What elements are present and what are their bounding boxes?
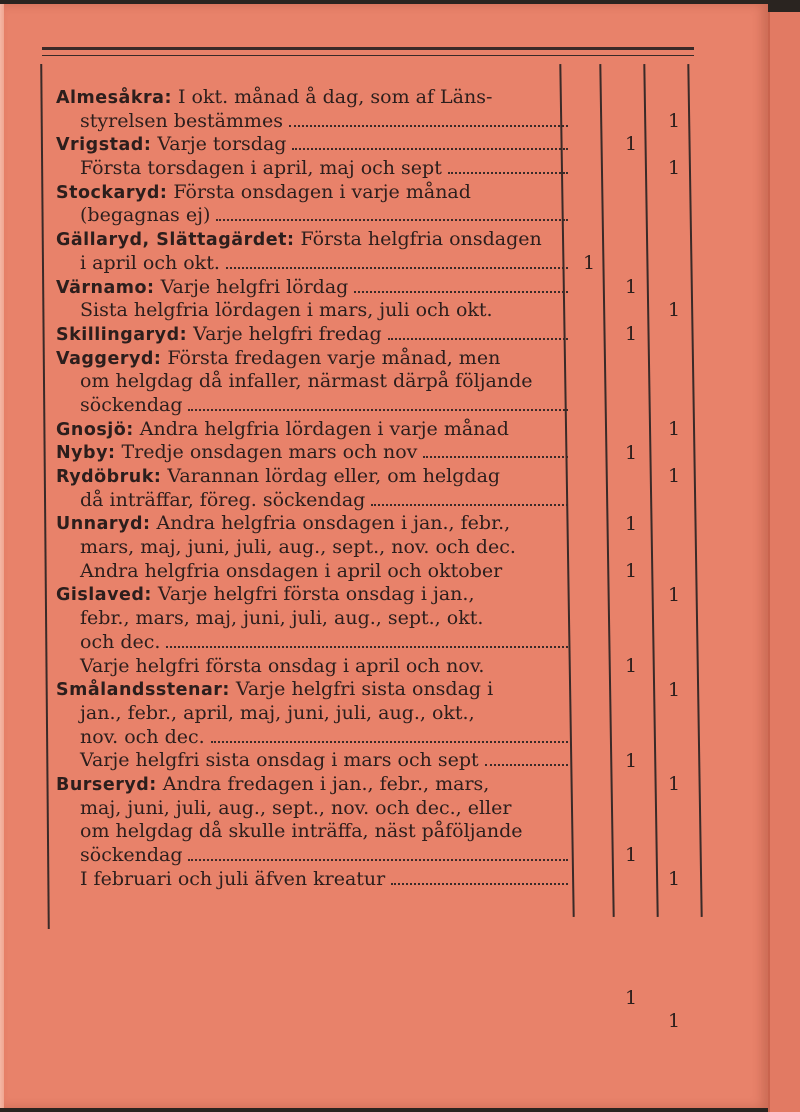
schedule-text: Varje helgfri första onsdag i jan.,: [157, 583, 475, 606]
schedule-text: Andra fredagen i jan., febr., mars,: [162, 772, 490, 795]
count-marker: 1: [668, 417, 681, 440]
count-marker: 1: [625, 275, 638, 298]
entry-line: [56, 370, 572, 394]
place-name: Smålandsstenar:: [56, 680, 230, 701]
entry-line: [56, 797, 572, 821]
schedule-text: Andra helgfria lördagen i varje månad: [139, 417, 509, 440]
place-name: Gislaved:: [56, 585, 152, 606]
schedule-text: då inträffar, föreg. söckendag: [80, 488, 366, 511]
dot-leader: [448, 172, 568, 174]
entry-line: [56, 773, 572, 797]
schedule-text: Varje helgfri sista onsdag i: [235, 678, 494, 701]
entry-line: [56, 86, 572, 110]
place-name: Stockaryd:: [56, 182, 168, 203]
count-marker: 1: [668, 1010, 681, 1033]
entry-line: [56, 702, 572, 726]
count-marker: 1: [668, 109, 681, 132]
dot-leader: [226, 267, 568, 269]
schedule-text: maj, juni, juli, aug., sept., nov. och dec., eller: [80, 796, 512, 819]
count-marker: 1: [625, 133, 638, 156]
dot-leader: [423, 456, 568, 458]
entry-line: [56, 844, 572, 868]
schedule-text: Varje helgfri fredag: [193, 322, 382, 345]
entry-line: [56, 228, 572, 252]
entry-line: [56, 323, 572, 347]
count-marker: 1: [668, 678, 681, 701]
schedule-text: Andra helgfria onsdagen i jan., febr.,: [156, 512, 511, 535]
entry-line: [56, 489, 572, 513]
entry-line: [56, 749, 572, 773]
schedule-text: Första helgfria onsdagen: [300, 228, 542, 251]
entry-line: [56, 276, 572, 300]
dot-leader: [289, 125, 568, 127]
entry-line: [56, 607, 572, 631]
entry-line: [56, 418, 572, 442]
entry-line: [56, 204, 572, 228]
place-name: Värnamo:: [56, 277, 155, 298]
schedule-text: Sista helgfria lördagen i mars, juli och okt.: [80, 299, 493, 322]
schedule-text: (begagnas ej): [80, 204, 211, 227]
dot-leader: [391, 883, 568, 885]
schedule-text: om helgdag då skulle inträffa, näst påföljande: [80, 820, 523, 843]
entry-line: [56, 252, 572, 276]
schedule-text: febr., mars, maj, juni, juli, aug., sept., okt.: [80, 607, 484, 630]
entry-line: [56, 678, 572, 702]
dot-leader: [188, 859, 568, 861]
schedule-text: I okt. månad å dag, som af Läns-: [177, 86, 493, 108]
schedule-text: söckendag: [80, 393, 183, 416]
entry-line: [56, 347, 572, 371]
count-marker: 1: [625, 512, 638, 535]
count-marker: 1: [625, 986, 638, 1009]
schedule-text: Tredje onsdagen mars och nov: [121, 441, 418, 464]
entry-line: [56, 868, 572, 892]
schedule-text: mars, maj, juni, juli, aug., sept., nov. och dec.: [80, 536, 516, 559]
place-name: Vrigstad:: [56, 135, 152, 156]
count-marker: 1: [668, 465, 681, 488]
count-marker: 1: [625, 749, 638, 772]
count-marker: 1: [625, 560, 638, 582]
count-marker: 1: [625, 323, 638, 345]
schedule-text: Första onsdagen i varje månad: [173, 180, 471, 203]
schedule-text: Första fredagen varje månad, men: [167, 346, 501, 369]
count-marker: 1: [668, 773, 681, 796]
market-listing: [56, 86, 572, 891]
schedule-text: jan., febr., april, maj, juni, juli, aug., okt.,: [80, 701, 475, 724]
entry-line: [56, 465, 572, 489]
count-marker: 1: [668, 299, 681, 322]
dot-leader: [371, 504, 568, 506]
dot-leader: [188, 409, 568, 411]
place-name: Almesåkra:: [56, 88, 172, 108]
adjacent-page-edge: [768, 12, 800, 1112]
schedule-text: om helgdag då infaller, närmast därpå följande: [80, 370, 533, 393]
schedule-text: Varje helgfri första onsdag i april och nov.: [80, 654, 485, 677]
entry-line: [56, 726, 572, 750]
place-name: Gnosjö:: [56, 419, 134, 440]
top-double-rule: [42, 47, 694, 56]
dot-leader: [354, 291, 568, 293]
count-marker: 1: [668, 868, 681, 891]
place-name: Burseryd:: [56, 774, 157, 795]
entry-line: [56, 536, 572, 560]
entry-line: [56, 820, 572, 844]
entry-line: [56, 181, 572, 205]
schedule-text: I februari och juli äfven kreatur: [80, 867, 386, 890]
entry-line: [56, 655, 572, 679]
dot-leader: [166, 646, 568, 648]
schedule-text: söckendag: [80, 844, 183, 866]
entry-line: [56, 631, 572, 655]
place-name: Rydöbruk:: [56, 467, 162, 487]
entry-line: [56, 157, 572, 181]
dot-leader: [485, 764, 568, 766]
place-name: Nyby:: [56, 443, 116, 464]
schedule-text: i april och okt.: [80, 251, 220, 274]
dot-leader: [216, 219, 568, 221]
entry-line: [56, 512, 572, 536]
entry-line: [56, 583, 572, 607]
schedule-text: Andra helgfria onsdagen i april och oktober: [80, 559, 503, 582]
schedule-text: nov. och dec.: [80, 725, 205, 748]
dot-leader: [292, 148, 568, 150]
count-marker: 1: [625, 441, 638, 464]
count-marker: 1: [668, 157, 681, 180]
entry-line: [56, 299, 572, 323]
entry-line: [56, 394, 572, 418]
dot-leader: [388, 338, 568, 340]
count-marker: 1: [583, 251, 596, 274]
place-name: Vaggeryd:: [56, 348, 162, 369]
schedule-text: Varje torsdag: [157, 133, 287, 156]
schedule-text: styrelsen bestämmes: [80, 109, 283, 132]
count-marker: 1: [625, 654, 638, 677]
schedule-text: Varje helgfri sista onsdag i mars och sept: [80, 749, 479, 772]
entry-line: [56, 133, 572, 157]
place-name: Gällaryd, Slättagärdet:: [56, 230, 295, 251]
schedule-text: Första torsdagen i april, maj och sept: [80, 157, 442, 180]
place-name: Skillingaryd:: [56, 324, 188, 345]
entry-line: [56, 110, 572, 134]
schedule-text: och dec.: [80, 630, 161, 653]
count-marker: 1: [668, 583, 681, 606]
entry-line: [56, 441, 572, 465]
count-marker: 1: [625, 844, 638, 867]
schedule-text: Varje helgfri lördag: [160, 275, 349, 298]
schedule-text: Varannan lördag eller, om helgdag: [167, 465, 501, 487]
place-name: Unnaryd:: [56, 514, 151, 535]
dot-leader: [211, 741, 568, 743]
entry-line: [56, 560, 572, 584]
